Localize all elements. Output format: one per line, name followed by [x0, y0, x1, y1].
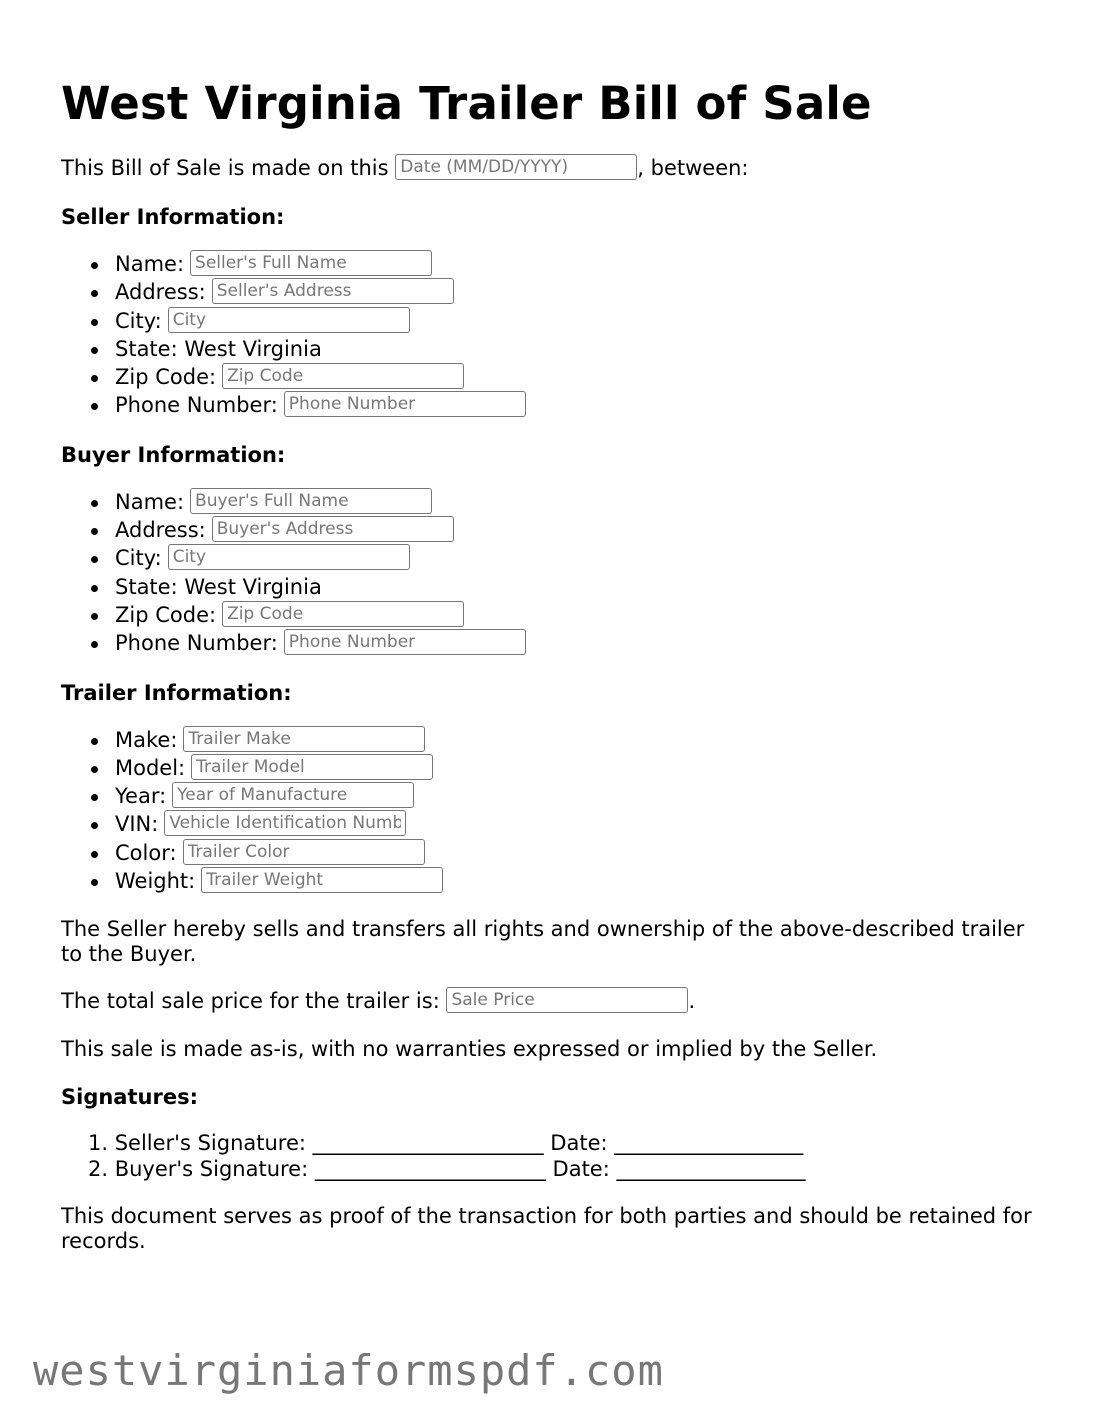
trailer-make-input[interactable] — [183, 726, 425, 752]
trailer-year-input[interactable] — [172, 782, 414, 808]
buyer-city-item — [61, 544, 1051, 572]
seller-phone-input[interactable] — [284, 391, 526, 417]
intro-line — [61, 156, 1051, 182]
trailer-fields — [61, 726, 1051, 896]
price-suffix: . — [688, 989, 696, 1014]
seller-state-text: State: West Virginia — [115, 336, 322, 361]
buyer-phone-item — [61, 629, 1051, 657]
buyer-zip-input[interactable] — [222, 601, 464, 627]
trailer-vin-input[interactable] — [164, 810, 406, 836]
closing-statement: This document serves as proof of the transaction for both parties and should be retained for records. — [61, 1204, 1032, 1254]
seller-city-item — [61, 307, 1051, 335]
sale-price-input[interactable] — [446, 987, 688, 1013]
seller-city-input[interactable] — [168, 307, 410, 333]
as-is-statement: This sale is made as-is, with no warranties expressed or implied by the Seller. — [61, 1037, 878, 1062]
buyer-name-input[interactable] — [190, 488, 432, 514]
buyer-name-label: Name: — [115, 489, 185, 514]
trailer-year-item — [61, 782, 1051, 810]
seller-fields — [61, 250, 1051, 420]
trailer-make-label: Make: — [115, 727, 178, 752]
seller-name-item — [61, 250, 1051, 278]
trailer-vin-label: VIN: — [115, 812, 159, 837]
signatures-heading: Signatures: — [61, 1085, 198, 1110]
trailer-year-label: Year: — [115, 784, 167, 809]
trailer-weight-input[interactable] — [201, 867, 443, 893]
seller-zip-label: Zip Code: — [115, 365, 217, 390]
seller-address-input[interactable] — [212, 278, 454, 304]
sale-date-input[interactable] — [395, 154, 637, 180]
transfer-statement: The Seller hereby sells and transfers all rights and ownership of the above-described trailer to the Buyer. — [61, 917, 1025, 967]
intro-prefix: This Bill of Sale is made on this — [61, 156, 389, 180]
trailer-weight-label: Weight: — [115, 869, 196, 894]
buyer-zip-label: Zip Code: — [115, 602, 217, 627]
trailer-weight-item — [61, 867, 1051, 895]
seller-state-item — [61, 335, 1051, 363]
buyer-signature-line: 2. Buyer's Signature: ______________________ Date: __________________ — [88, 1157, 806, 1182]
seller-phone-item — [61, 391, 1051, 419]
trailer-model-input[interactable] — [191, 754, 433, 780]
watermark: westvirginiaformspdf.com — [33, 1346, 664, 1395]
buyer-phone-label: Phone Number: — [115, 631, 278, 656]
buyer-city-label: City: — [115, 546, 162, 571]
trailer-color-item — [61, 839, 1051, 867]
buyer-heading: Buyer Information: — [61, 442, 286, 467]
buyer-fields — [61, 488, 1051, 658]
trailer-color-input[interactable] — [183, 839, 425, 865]
signature-list — [61, 1130, 1051, 1182]
price-line — [61, 989, 1051, 1015]
buyer-state-item — [61, 573, 1051, 601]
seller-signature-line: 1. Seller's Signature: ______________________ Date: __________________ — [88, 1131, 804, 1156]
buyer-state-text: State: West Virginia — [115, 574, 322, 599]
seller-heading: Seller Information: — [61, 205, 285, 229]
buyer-city-input[interactable] — [168, 544, 410, 570]
seller-address-label: Address: — [115, 280, 206, 305]
seller-name-input[interactable] — [190, 250, 432, 276]
seller-zip-input[interactable] — [222, 363, 464, 389]
trailer-color-label: Color: — [115, 840, 177, 865]
seller-zip-item — [61, 363, 1051, 391]
buyer-name-item — [61, 488, 1051, 516]
trailer-make-item — [61, 726, 1051, 754]
trailer-model-item — [61, 754, 1051, 782]
price-prefix: The total sale price for the trailer is: — [61, 989, 440, 1014]
seller-city-label: City: — [115, 308, 162, 333]
buyer-address-input[interactable] — [212, 516, 454, 542]
trailer-model-label: Model: — [115, 755, 186, 780]
trailer-heading: Trailer Information: — [61, 680, 292, 705]
seller-name-label: Name: — [115, 252, 185, 276]
document — [61, 78, 1051, 1254]
page-title: West Virginia Trailer Bill of Sale — [61, 77, 872, 130]
buyer-zip-item — [61, 601, 1051, 629]
buyer-phone-input[interactable] — [284, 629, 526, 655]
buyer-address-label: Address: — [115, 518, 206, 543]
buyer-address-item — [61, 516, 1051, 544]
trailer-vin-item — [61, 810, 1051, 838]
intro-suffix: , between: — [637, 156, 749, 180]
seller-address-item — [61, 278, 1051, 306]
seller-phone-label: Phone Number: — [115, 393, 278, 418]
